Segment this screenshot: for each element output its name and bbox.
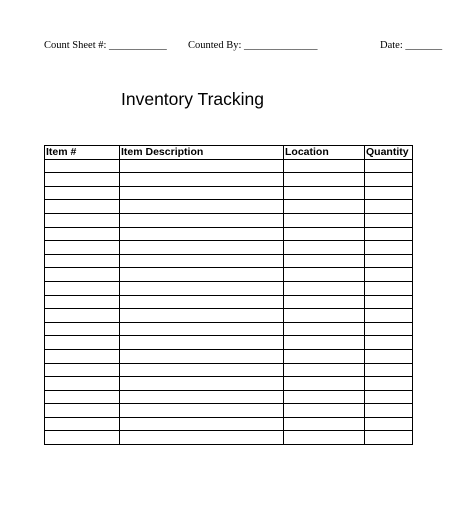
cell-item-number[interactable] [45, 336, 120, 350]
table-row [45, 268, 413, 282]
cell-item-description[interactable] [120, 390, 284, 404]
cell-quantity[interactable] [365, 254, 413, 268]
column-header-item-description: Item Description [120, 146, 284, 160]
cell-location[interactable] [284, 404, 365, 418]
cell-item-description[interactable] [120, 281, 284, 295]
inventory-table [44, 145, 413, 445]
cell-location[interactable] [284, 309, 365, 323]
cell-item-description[interactable] [120, 213, 284, 227]
cell-item-description[interactable] [120, 349, 284, 363]
cell-location[interactable] [284, 431, 365, 445]
cell-location[interactable] [284, 349, 365, 363]
cell-location[interactable] [284, 254, 365, 268]
cell-quantity[interactable] [365, 159, 413, 173]
cell-item-description[interactable] [120, 431, 284, 445]
table-row [45, 404, 413, 418]
cell-location[interactable] [284, 227, 365, 241]
cell-item-number[interactable] [45, 173, 120, 187]
cell-item-number[interactable] [45, 254, 120, 268]
cell-location[interactable] [284, 417, 365, 431]
cell-location[interactable] [284, 268, 365, 282]
cell-item-description[interactable] [120, 241, 284, 255]
table-row [45, 295, 413, 309]
column-header-item-number: Item # [45, 146, 120, 160]
cell-item-number[interactable] [45, 186, 120, 200]
cell-quantity[interactable] [365, 200, 413, 214]
cell-quantity[interactable] [365, 186, 413, 200]
cell-item-description[interactable] [120, 363, 284, 377]
column-header-location: Location [284, 146, 365, 160]
cell-quantity[interactable] [365, 295, 413, 309]
cell-quantity[interactable] [365, 241, 413, 255]
cell-quantity[interactable] [365, 281, 413, 295]
cell-item-description[interactable] [120, 200, 284, 214]
cell-item-number[interactable] [45, 281, 120, 295]
table-header-row [45, 146, 413, 160]
column-header-quantity: Quantity [365, 146, 413, 160]
cell-item-description[interactable] [120, 295, 284, 309]
cell-location[interactable] [284, 377, 365, 391]
cell-item-number[interactable] [45, 241, 120, 255]
cell-quantity[interactable] [365, 173, 413, 187]
cell-location[interactable] [284, 200, 365, 214]
cell-item-number[interactable] [45, 404, 120, 418]
table-row [45, 227, 413, 241]
cell-item-number[interactable] [45, 431, 120, 445]
cell-location[interactable] [284, 281, 365, 295]
cell-location[interactable] [284, 159, 365, 173]
table-row [45, 159, 413, 173]
cell-quantity[interactable] [365, 227, 413, 241]
table-body [45, 159, 413, 444]
cell-location[interactable] [284, 336, 365, 350]
cell-item-description[interactable] [120, 159, 284, 173]
cell-item-description[interactable] [120, 173, 284, 187]
cell-item-number[interactable] [45, 295, 120, 309]
cell-item-description[interactable] [120, 417, 284, 431]
table-row [45, 241, 413, 255]
cell-location[interactable] [284, 322, 365, 336]
cell-item-description[interactable] [120, 336, 284, 350]
table-row [45, 322, 413, 336]
cell-item-description[interactable] [120, 322, 284, 336]
table-row [45, 431, 413, 445]
cell-location[interactable] [284, 363, 365, 377]
cell-item-number[interactable] [45, 159, 120, 173]
table-row [45, 336, 413, 350]
cell-quantity[interactable] [365, 431, 413, 445]
cell-item-number[interactable] [45, 268, 120, 282]
counted-by-field: Counted By: ______________ [188, 40, 318, 51]
page-title: Inventory Tracking [121, 89, 264, 109]
table-row [45, 309, 413, 323]
cell-item-number[interactable] [45, 417, 120, 431]
cell-quantity[interactable] [365, 309, 413, 323]
table-row [45, 377, 413, 391]
table-row [45, 349, 413, 363]
cell-quantity[interactable] [365, 404, 413, 418]
cell-location[interactable] [284, 241, 365, 255]
cell-item-number[interactable] [45, 377, 120, 391]
cell-location[interactable] [284, 173, 365, 187]
cell-quantity[interactable] [365, 213, 413, 227]
cell-quantity[interactable] [365, 336, 413, 350]
count-sheet-field: Count Sheet #: ___________ [44, 40, 167, 51]
cell-item-description[interactable] [120, 268, 284, 282]
cell-location[interactable] [284, 295, 365, 309]
cell-item-number[interactable] [45, 227, 120, 241]
table-row [45, 363, 413, 377]
cell-item-description[interactable] [120, 227, 284, 241]
cell-item-number[interactable] [45, 309, 120, 323]
table-row [45, 173, 413, 187]
cell-item-number[interactable] [45, 363, 120, 377]
table-row [45, 281, 413, 295]
cell-quantity[interactable] [365, 363, 413, 377]
cell-quantity[interactable] [365, 390, 413, 404]
cell-location[interactable] [284, 213, 365, 227]
cell-quantity[interactable] [365, 349, 413, 363]
cell-quantity[interactable] [365, 268, 413, 282]
cell-item-description[interactable] [120, 186, 284, 200]
cell-item-description[interactable] [120, 309, 284, 323]
cell-item-number[interactable] [45, 390, 120, 404]
date-field: Date: _______ [380, 40, 443, 51]
cell-location[interactable] [284, 186, 365, 200]
table-row [45, 213, 413, 227]
cell-quantity[interactable] [365, 417, 413, 431]
table-row [45, 417, 413, 431]
table-row [45, 186, 413, 200]
cell-quantity[interactable] [365, 377, 413, 391]
cell-item-description[interactable] [120, 404, 284, 418]
table-row [45, 390, 413, 404]
cell-item-number[interactable] [45, 213, 120, 227]
table-row [45, 254, 413, 268]
cell-item-number[interactable] [45, 322, 120, 336]
cell-item-description[interactable] [120, 377, 284, 391]
cell-quantity[interactable] [365, 322, 413, 336]
table-row [45, 200, 413, 214]
cell-location[interactable] [284, 390, 365, 404]
cell-item-description[interactable] [120, 254, 284, 268]
cell-item-number[interactable] [45, 349, 120, 363]
cell-item-number[interactable] [45, 200, 120, 214]
